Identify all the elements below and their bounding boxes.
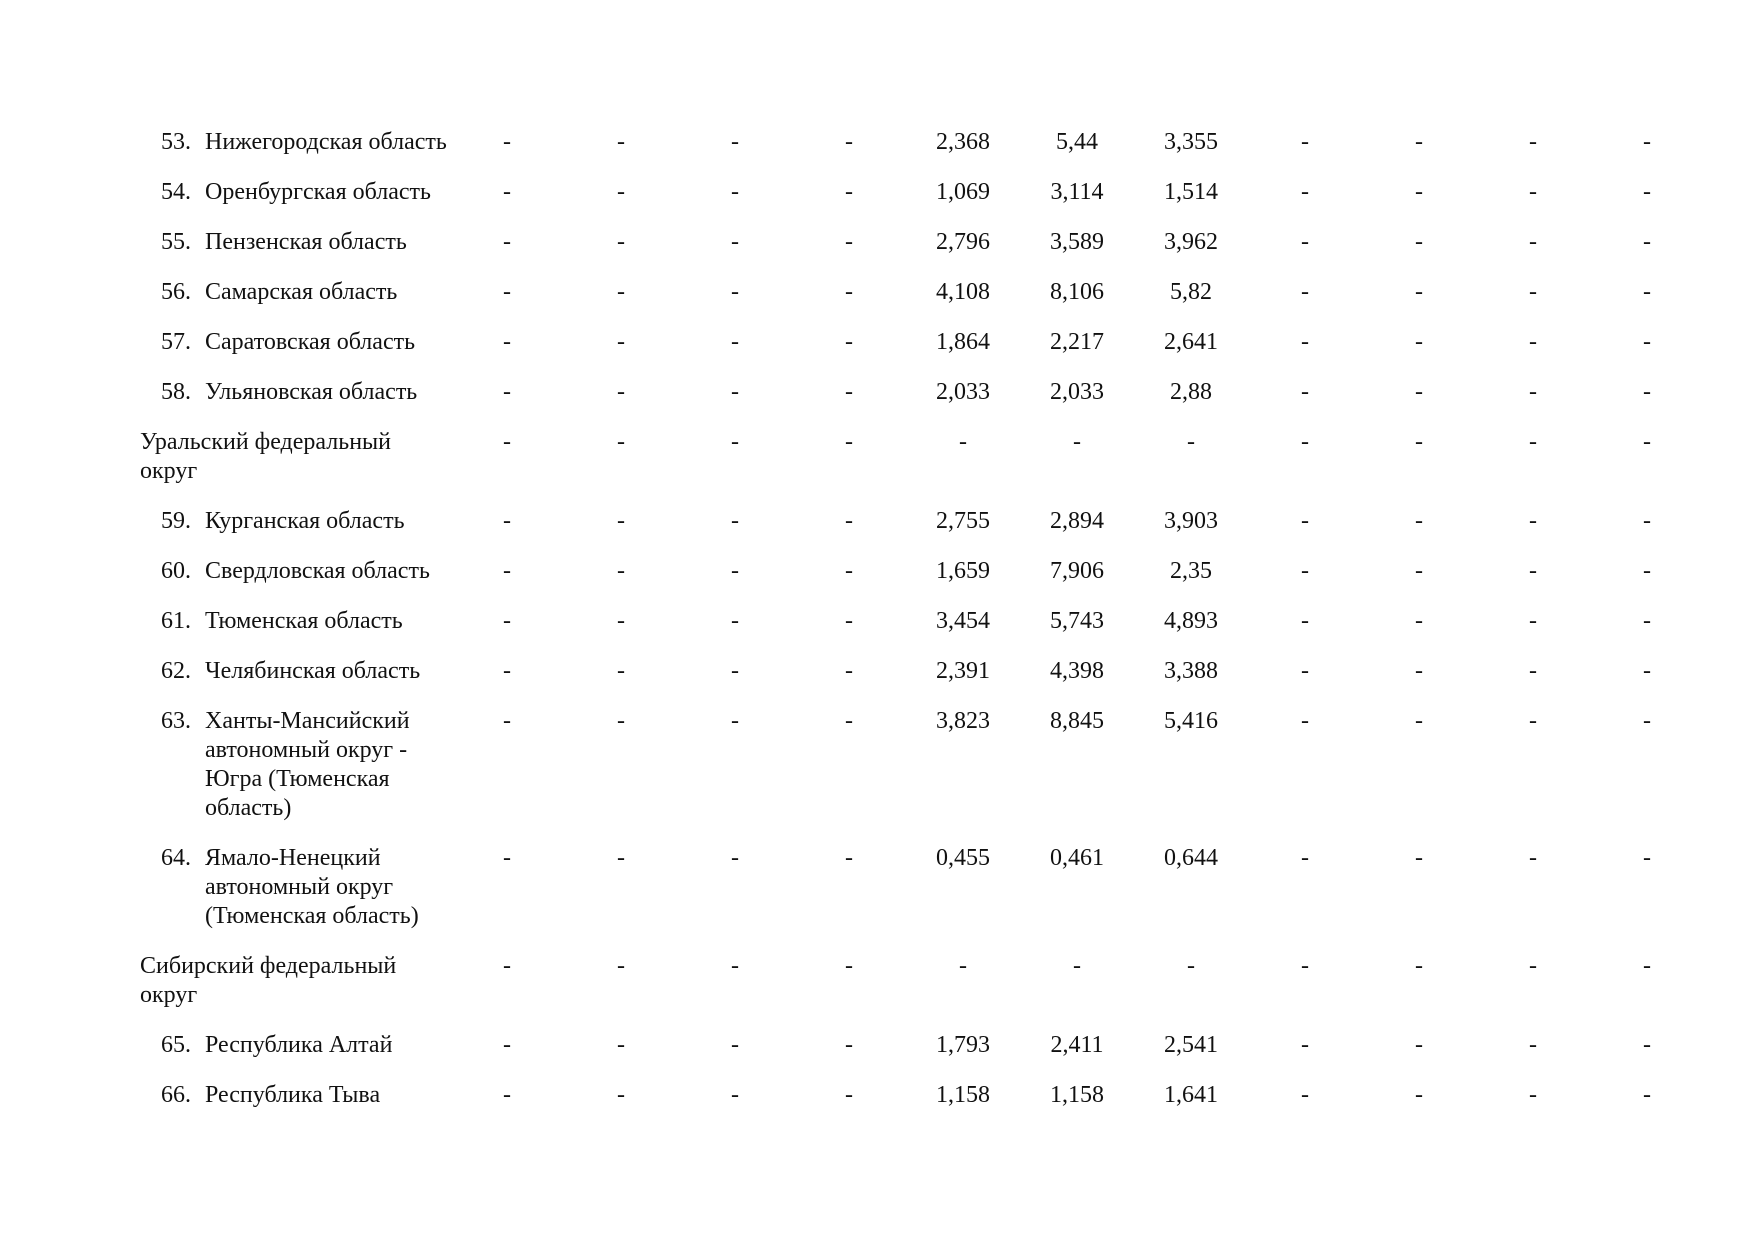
value-cell: 2,033	[936, 379, 990, 405]
value-cell: 2,35	[1170, 558, 1212, 584]
value-cell: -	[1301, 608, 1309, 634]
value-cell: 2,217	[1050, 329, 1104, 355]
value-cell: -	[1643, 229, 1651, 255]
value-cell: -	[1529, 279, 1537, 305]
value-cell: -	[1415, 279, 1423, 305]
value-cell: -	[731, 1032, 739, 1058]
value-cell: -	[845, 658, 853, 684]
region-name: Самарская область	[205, 279, 398, 305]
value-cell: -	[1415, 558, 1423, 584]
value-cell: -	[1529, 429, 1537, 455]
region-name: Оренбургская область	[205, 179, 431, 205]
table-row	[140, 607, 1704, 657]
value-cell: 1,864	[936, 329, 990, 355]
table-row	[140, 1031, 1704, 1081]
value-cell: -	[1529, 379, 1537, 405]
value-cell: -	[731, 229, 739, 255]
value-cell: -	[1529, 658, 1537, 684]
row-number: 61.	[161, 608, 191, 634]
table-row	[140, 844, 1704, 952]
value-cell: -	[617, 279, 625, 305]
value-cell: 2,755	[936, 508, 990, 534]
value-cell: -	[503, 179, 511, 205]
value-cell: 5,416	[1164, 708, 1218, 734]
value-cell: -	[617, 229, 625, 255]
value-cell: -	[1073, 429, 1081, 455]
table-row	[140, 507, 1704, 557]
value-cell: -	[1529, 508, 1537, 534]
value-cell: -	[1643, 379, 1651, 405]
value-cell: 3,589	[1050, 229, 1104, 255]
table-row	[140, 378, 1704, 428]
value-cell: -	[1643, 953, 1651, 979]
value-cell: -	[1643, 508, 1651, 534]
value-cell: 1,793	[936, 1032, 990, 1058]
row-number: 66.	[161, 1082, 191, 1108]
value-cell: -	[1301, 558, 1309, 584]
value-cell: -	[845, 279, 853, 305]
value-cell: -	[1301, 379, 1309, 405]
region-name: Ямало-Ненецкий автономный округ (Тюменская область)	[205, 845, 419, 929]
district-row	[140, 428, 1704, 507]
value-cell: -	[731, 845, 739, 871]
value-cell: -	[845, 379, 853, 405]
value-cell: -	[1643, 329, 1651, 355]
value-cell: 2,368	[936, 129, 990, 155]
value-cell: -	[1529, 229, 1537, 255]
value-cell: -	[503, 1082, 511, 1108]
value-cell: 5,82	[1170, 279, 1212, 305]
value-cell: -	[617, 129, 625, 155]
value-cell: 2,411	[1050, 1032, 1104, 1058]
value-cell: 3,823	[936, 708, 990, 734]
region-name: Пензенская область	[205, 229, 407, 255]
value-cell: -	[1529, 845, 1537, 871]
value-cell: -	[731, 508, 739, 534]
region-name: Республика Алтай	[205, 1032, 393, 1058]
value-cell: -	[731, 1082, 739, 1108]
value-cell: -	[503, 429, 511, 455]
value-cell: 8,845	[1050, 708, 1104, 734]
value-cell: -	[845, 608, 853, 634]
value-cell: -	[1415, 1082, 1423, 1108]
value-cell: 3,114	[1050, 179, 1104, 205]
row-number: 53.	[161, 129, 191, 155]
value-cell: 0,461	[1050, 845, 1104, 871]
value-cell: 5,44	[1056, 129, 1098, 155]
value-cell: -	[731, 708, 739, 734]
value-cell: -	[1529, 1032, 1537, 1058]
value-cell: -	[845, 845, 853, 871]
value-cell: -	[1643, 845, 1651, 871]
value-cell: -	[503, 608, 511, 634]
value-cell: -	[1301, 1032, 1309, 1058]
value-cell: -	[731, 179, 739, 205]
value-cell: -	[617, 658, 625, 684]
value-cell: -	[1301, 658, 1309, 684]
row-number: 56.	[161, 279, 191, 305]
value-cell: -	[617, 329, 625, 355]
value-cell: -	[1415, 508, 1423, 534]
value-cell: -	[1301, 845, 1309, 871]
value-cell: -	[1643, 1032, 1651, 1058]
region-name: Челябинская область	[205, 658, 421, 684]
value-cell: -	[1643, 708, 1651, 734]
value-cell: -	[1187, 953, 1195, 979]
value-cell: -	[845, 1032, 853, 1058]
value-cell: -	[1529, 329, 1537, 355]
row-number: 58.	[161, 379, 191, 405]
value-cell: -	[1301, 179, 1309, 205]
region-name: Свердловская область	[205, 558, 430, 584]
value-cell: -	[503, 845, 511, 871]
value-cell: 0,455	[936, 845, 990, 871]
value-cell: -	[1643, 429, 1651, 455]
document-page	[140, 128, 1704, 1131]
table-row	[140, 178, 1704, 228]
table-row	[140, 278, 1704, 328]
value-cell: -	[845, 179, 853, 205]
value-cell: -	[1415, 129, 1423, 155]
district-name: Сибирский федеральный округ	[140, 953, 397, 1008]
value-cell: -	[617, 508, 625, 534]
value-cell: 2,641	[1164, 329, 1218, 355]
row-number: 54.	[161, 179, 191, 205]
value-cell: -	[503, 279, 511, 305]
value-cell: 5,743	[1050, 608, 1104, 634]
value-cell: -	[1415, 845, 1423, 871]
value-cell: -	[617, 1032, 625, 1058]
value-cell: -	[1301, 279, 1309, 305]
value-cell: -	[617, 1082, 625, 1108]
value-cell: 3,454	[936, 608, 990, 634]
value-cell: 3,962	[1164, 229, 1218, 255]
row-number: 59.	[161, 508, 191, 534]
value-cell: -	[1415, 179, 1423, 205]
value-cell: 7,906	[1050, 558, 1104, 584]
value-cell: -	[503, 329, 511, 355]
value-cell: -	[617, 379, 625, 405]
value-cell: -	[1301, 129, 1309, 155]
value-cell: -	[731, 429, 739, 455]
value-cell: -	[1415, 379, 1423, 405]
value-cell: -	[503, 708, 511, 734]
value-cell: -	[731, 558, 739, 584]
value-cell: -	[845, 229, 853, 255]
value-cell: 2,894	[1050, 508, 1104, 534]
value-cell: -	[617, 708, 625, 734]
value-cell: 1,069	[936, 179, 990, 205]
value-cell: -	[503, 129, 511, 155]
region-name: Нижегородская область	[205, 129, 447, 155]
region-name: Ульяновская область	[205, 379, 418, 405]
value-cell: -	[845, 508, 853, 534]
value-cell: -	[1643, 658, 1651, 684]
value-cell: -	[1073, 953, 1081, 979]
value-cell: -	[1301, 953, 1309, 979]
value-cell: -	[731, 329, 739, 355]
value-cell: -	[1643, 1082, 1651, 1108]
value-cell: -	[845, 129, 853, 155]
value-cell: 2,541	[1164, 1032, 1218, 1058]
value-cell: -	[1415, 953, 1423, 979]
row-number: 63.	[161, 708, 191, 734]
value-cell: -	[503, 658, 511, 684]
table-row	[140, 228, 1704, 278]
value-cell: -	[731, 953, 739, 979]
value-cell: -	[731, 279, 739, 305]
region-name: Республика Тыва	[205, 1082, 381, 1108]
row-number: 55.	[161, 229, 191, 255]
value-cell: -	[1643, 608, 1651, 634]
value-cell: -	[1415, 708, 1423, 734]
value-cell: 2,796	[936, 229, 990, 255]
value-cell: 2,033	[1050, 379, 1104, 405]
value-cell: -	[617, 953, 625, 979]
value-cell: -	[617, 608, 625, 634]
value-cell: -	[1415, 658, 1423, 684]
row-number: 57.	[161, 329, 191, 355]
value-cell: -	[1643, 558, 1651, 584]
table-body	[140, 128, 1704, 1131]
value-cell: -	[1643, 179, 1651, 205]
value-cell: -	[1529, 953, 1537, 979]
value-cell: 1,158	[1050, 1082, 1104, 1108]
value-cell: -	[503, 229, 511, 255]
value-cell: 1,158	[936, 1082, 990, 1108]
value-cell: -	[1529, 708, 1537, 734]
value-cell: -	[1529, 608, 1537, 634]
regional-data-table	[140, 128, 1704, 1131]
value-cell: -	[1415, 1032, 1423, 1058]
value-cell: -	[1301, 508, 1309, 534]
value-cell: -	[1529, 1082, 1537, 1108]
value-cell: 1,514	[1164, 179, 1218, 205]
value-cell: -	[1301, 1082, 1309, 1108]
value-cell: 3,388	[1164, 658, 1218, 684]
value-cell: 3,903	[1164, 508, 1218, 534]
table-row	[140, 557, 1704, 607]
value-cell: 2,391	[936, 658, 990, 684]
value-cell: -	[1643, 129, 1651, 155]
value-cell: -	[1529, 129, 1537, 155]
value-cell: 0,644	[1164, 845, 1218, 871]
value-cell: -	[1529, 558, 1537, 584]
value-cell: -	[617, 845, 625, 871]
value-cell: -	[503, 1032, 511, 1058]
row-number: 65.	[161, 1032, 191, 1058]
region-name: Тюменская область	[205, 608, 403, 634]
value-cell: -	[731, 129, 739, 155]
value-cell: -	[617, 179, 625, 205]
table-row	[140, 328, 1704, 378]
district-name: Уральский федеральный округ	[140, 429, 392, 484]
table-row	[140, 1081, 1704, 1131]
value-cell: -	[845, 953, 853, 979]
value-cell: -	[503, 558, 511, 584]
value-cell: 8,106	[1050, 279, 1104, 305]
value-cell: 4,398	[1050, 658, 1104, 684]
value-cell: -	[1301, 708, 1309, 734]
value-cell: -	[845, 429, 853, 455]
value-cell: -	[503, 508, 511, 534]
value-cell: -	[731, 658, 739, 684]
value-cell: -	[1415, 229, 1423, 255]
value-cell: 2,88	[1170, 379, 1212, 405]
value-cell: 1,641	[1164, 1082, 1218, 1108]
region-name: Курганская область	[205, 508, 405, 534]
row-number: 64.	[161, 845, 191, 871]
table-row	[140, 128, 1704, 178]
value-cell: -	[617, 429, 625, 455]
row-number: 62.	[161, 658, 191, 684]
value-cell: -	[1415, 329, 1423, 355]
value-cell: 4,108	[936, 279, 990, 305]
value-cell: -	[959, 429, 967, 455]
value-cell: -	[617, 558, 625, 584]
value-cell: -	[1187, 429, 1195, 455]
value-cell: -	[503, 379, 511, 405]
value-cell: 3,355	[1164, 129, 1218, 155]
value-cell: -	[1643, 279, 1651, 305]
value-cell: -	[845, 329, 853, 355]
value-cell: -	[1415, 608, 1423, 634]
value-cell: -	[1415, 429, 1423, 455]
value-cell: -	[1301, 429, 1309, 455]
value-cell: 4,893	[1164, 608, 1218, 634]
value-cell: -	[731, 608, 739, 634]
value-cell: -	[845, 1082, 853, 1108]
value-cell: -	[1301, 329, 1309, 355]
region-name: Саратовская область	[205, 329, 416, 355]
value-cell: -	[1301, 229, 1309, 255]
value-cell: -	[731, 379, 739, 405]
value-cell: -	[1529, 179, 1537, 205]
value-cell: 1,659	[936, 558, 990, 584]
value-cell: -	[845, 708, 853, 734]
row-number: 60.	[161, 558, 191, 584]
value-cell: -	[959, 953, 967, 979]
district-row	[140, 952, 1704, 1031]
table-row	[140, 707, 1704, 844]
value-cell: -	[845, 558, 853, 584]
value-cell: -	[503, 953, 511, 979]
table-row	[140, 657, 1704, 707]
region-name: Ханты-Мансийский автономный округ - Югра (Тюменская область)	[205, 708, 410, 821]
